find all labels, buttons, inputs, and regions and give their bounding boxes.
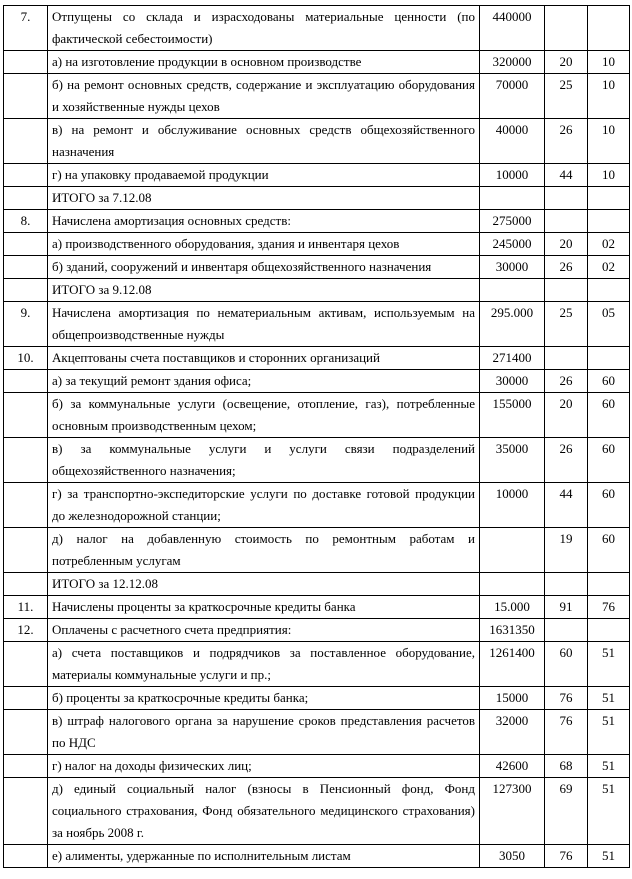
row-number [4,778,48,845]
row-description: б) за коммунальные услуги (освещение, отопление, газ), потребленные основным производственным цехом; [48,393,480,438]
row-credit-account: 51 [588,778,630,845]
table-row [4,573,630,596]
table-row [4,233,630,256]
table-row [4,119,630,164]
row-credit-account: 05 [588,302,630,347]
row-description: Начислена амортизация по нематериальным активам, используемым на общепроизводственные нужды [48,302,480,347]
row-credit-account [588,347,630,370]
row-amount: 127300 [480,778,545,845]
row-debit-account: 25 [545,74,588,119]
row-debit-account: 26 [545,119,588,164]
row-amount: 40000 [480,119,545,164]
table-row [4,710,630,755]
row-description: Оплачены с расчетного счета предприятия: [48,619,480,642]
row-amount: 32000 [480,710,545,755]
table-row [4,755,630,778]
row-number [4,279,48,302]
row-number [4,573,48,596]
row-number [4,164,48,187]
row-number [4,438,48,483]
row-amount [480,187,545,210]
row-description: Начислена амортизация основных средств: [48,210,480,233]
row-number [4,642,48,687]
row-number [4,51,48,74]
row-amount: 320000 [480,51,545,74]
row-description: в) за коммунальные услуги и услуги связи подразделений общехозяйственного назначения; [48,438,480,483]
table-row [4,438,630,483]
row-description: г) на упаковку продаваемой продукции [48,164,480,187]
row-debit-account: 25 [545,302,588,347]
row-description: а) производственного оборудования, здания и инвентаря цехов [48,233,480,256]
table-row [4,347,630,370]
row-amount: 295.000 [480,302,545,347]
row-debit-account: 20 [545,233,588,256]
row-number [4,755,48,778]
row-credit-account: 02 [588,256,630,279]
row-amount: 271400 [480,347,545,370]
row-credit-account: 51 [588,755,630,778]
row-number [4,119,48,164]
row-description: ИТОГО за 12.12.08 [48,573,480,596]
row-description: б) проценты за краткосрочные кредиты банка; [48,687,480,710]
row-number [4,74,48,119]
row-number: 7. [4,6,48,51]
row-amount [480,573,545,596]
row-description: в) штраф налогового органа за нарушение сроков представления расчетов по НДС [48,710,480,755]
table-row [4,74,630,119]
row-description: д) налог на добавленную стоимость по ремонтным работам и потребленным услугам [48,528,480,573]
table-row [4,619,630,642]
row-credit-account: 60 [588,528,630,573]
row-amount: 15000 [480,687,545,710]
row-debit-account: 26 [545,370,588,393]
table-row [4,528,630,573]
table-row [4,302,630,347]
row-debit-account [545,279,588,302]
row-debit-account: 91 [545,596,588,619]
row-description: б) на ремонт основных средств, содержание и эксплуатацию оборудования и хозяйственные нужды цехов [48,74,480,119]
row-credit-account [588,619,630,642]
row-description: ИТОГО за 9.12.08 [48,279,480,302]
table-row [4,370,630,393]
row-number [4,483,48,528]
row-amount: 3050 [480,845,545,868]
row-debit-account: 76 [545,710,588,755]
row-debit-account: 76 [545,687,588,710]
row-credit-account [588,187,630,210]
row-credit-account [588,6,630,51]
row-description: а) счета поставщиков и подрядчиков за поставленное оборудование, материалы коммунальные услуги и пр.; [48,642,480,687]
row-debit-account [545,210,588,233]
row-debit-account: 20 [545,393,588,438]
row-description: а) на изготовление продукции в основном производстве [48,51,480,74]
row-credit-account: 60 [588,370,630,393]
table-row [4,164,630,187]
row-debit-account [545,6,588,51]
row-debit-account: 26 [545,256,588,279]
row-description: в) на ремонт и обслуживание основных средств общехозяйственного назначения [48,119,480,164]
row-amount: 35000 [480,438,545,483]
row-debit-account: 60 [545,642,588,687]
row-debit-account: 68 [545,755,588,778]
row-amount: 1261400 [480,642,545,687]
row-description: ИТОГО за 7.12.08 [48,187,480,210]
row-amount: 30000 [480,370,545,393]
row-number [4,393,48,438]
row-number [4,528,48,573]
table-row [4,210,630,233]
row-credit-account: 10 [588,74,630,119]
row-amount: 10000 [480,483,545,528]
row-credit-account: 02 [588,233,630,256]
table-row [4,642,630,687]
row-debit-account: 19 [545,528,588,573]
row-amount: 440000 [480,6,545,51]
row-debit-account: 26 [545,438,588,483]
row-credit-account [588,573,630,596]
row-debit-account: 20 [545,51,588,74]
row-number [4,187,48,210]
row-description: Отпущены со склада и израсходованы материальные ценности (по фактической себестоимости) [48,6,480,51]
table-row [4,596,630,619]
row-credit-account: 51 [588,845,630,868]
table-row [4,187,630,210]
row-number [4,845,48,868]
ledger-table [3,5,630,868]
row-description: Начислены проценты за краткосрочные кредиты банка [48,596,480,619]
row-credit-account: 10 [588,164,630,187]
row-number [4,710,48,755]
row-number [4,370,48,393]
row-debit-account [545,573,588,596]
row-credit-account: 60 [588,393,630,438]
row-number: 8. [4,210,48,233]
row-number: 10. [4,347,48,370]
row-credit-account: 51 [588,710,630,755]
row-debit-account: 69 [545,778,588,845]
row-amount: 155000 [480,393,545,438]
row-amount: 70000 [480,74,545,119]
row-credit-account: 51 [588,642,630,687]
row-credit-account: 76 [588,596,630,619]
row-debit-account: 44 [545,164,588,187]
row-description: б) зданий, сооружений и инвентаря общехозяйственного назначения [48,256,480,279]
row-amount: 245000 [480,233,545,256]
row-credit-account [588,210,630,233]
row-description: г) налог на доходы физических лиц; [48,755,480,778]
row-number: 11. [4,596,48,619]
row-number: 12. [4,619,48,642]
row-credit-account: 60 [588,438,630,483]
row-credit-account: 10 [588,51,630,74]
row-amount: 10000 [480,164,545,187]
row-amount [480,528,545,573]
row-debit-account [545,619,588,642]
table-row [4,6,630,51]
row-credit-account: 60 [588,483,630,528]
row-credit-account [588,279,630,302]
row-number [4,233,48,256]
row-debit-account [545,187,588,210]
row-credit-account: 10 [588,119,630,164]
row-description: г) за транспортно-экспедиторские услуги по доставке готовой продукции до железнодорожной станции; [48,483,480,528]
row-amount: 42600 [480,755,545,778]
row-description: д) единый социальный налог (взносы в Пенсионный фонд, Фонд социального страхования, Фонд обязательного медицинского страхования) за ноябрь 2008 г. [48,778,480,845]
table-row [4,279,630,302]
table-row [4,256,630,279]
row-description: Акцептованы счета поставщиков и сторонних организаций [48,347,480,370]
row-number [4,256,48,279]
row-description: а) за текущий ремонт здания офиса; [48,370,480,393]
row-amount: 15.000 [480,596,545,619]
row-credit-account: 51 [588,687,630,710]
table-row [4,483,630,528]
row-debit-account [545,347,588,370]
table-row [4,51,630,74]
ledger-body [4,6,630,868]
row-debit-account: 44 [545,483,588,528]
row-number [4,687,48,710]
row-amount: 275000 [480,210,545,233]
row-description: е) алименты, удержанные по исполнительным листам [48,845,480,868]
row-amount: 30000 [480,256,545,279]
row-number: 9. [4,302,48,347]
table-row [4,687,630,710]
row-amount: 1631350 [480,619,545,642]
table-row [4,778,630,845]
row-debit-account: 76 [545,845,588,868]
row-amount [480,279,545,302]
table-row [4,393,630,438]
table-row [4,845,630,868]
